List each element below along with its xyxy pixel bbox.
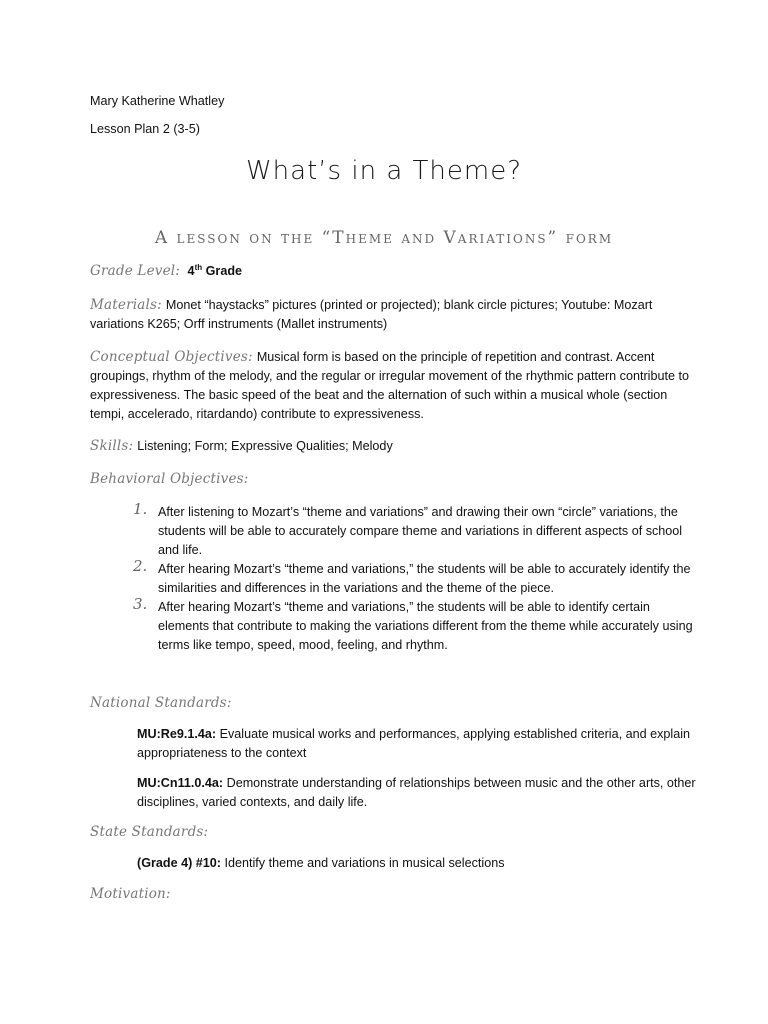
lesson-plan-label: Lesson Plan 2 (3-5) — [90, 122, 200, 136]
national-standard-1 — [137, 725, 697, 763]
grade-level-value: 4th Grade — [187, 262, 243, 278]
list-item-text: After hearing Mozart’s “theme and variations,” the students will be able to identify certain elements that contribute to making the variations different from the theme while accurately using terms like tempo, speed, mood, feeling, and rhythm. — [158, 600, 693, 652]
page-subtitle: A lesson on the “Theme and Variations” form — [154, 228, 614, 248]
standard-text: Identify theme and variations in musical selections — [221, 856, 505, 870]
conceptual-objectives-label: Conceptual Objectives: — [90, 349, 253, 365]
skills-label: Skills: — [90, 438, 134, 454]
grade-level-label: Grade Level: — [90, 263, 181, 279]
conceptual-objectives-text: Musical form is based on the principle of repetition and contrast. Accent groupings, rhythm of the melody, and the regular or irregular movement of the rhythmic pattern contribute to expressiveness. The basic speed of the beat and the alternation of such within a musical whole (section tempi, accelerado, ritardando) contribute to expressiveness. — [90, 350, 689, 421]
list-number: 3. — [133, 595, 148, 613]
page-title: What’s in a Theme? — [245, 156, 523, 186]
standard-code: MU:Re9.1.4a: — [137, 727, 217, 741]
standard-code: MU:Cn11.0.4a: — [137, 776, 224, 790]
grade-level-section — [90, 262, 690, 281]
list-item — [133, 595, 693, 655]
state-standards-label: State Standards: — [90, 824, 209, 840]
list-item-text: After hearing Mozart’s “theme and variations,” the students will be able to accurately identify the similarities and differences in the variations and the theme of the piece. — [158, 562, 691, 595]
standard-text: Demonstrate understanding of relationships between music and the other arts, other disciplines, varied contexts, and daily life. — [137, 776, 696, 809]
motivation-label-row — [90, 885, 690, 904]
state-standards-label-row — [90, 823, 690, 842]
behavioral-objectives-list — [133, 500, 693, 655]
standard-code: (Grade 4) #10: — [137, 856, 221, 870]
state-standard-1 — [137, 854, 697, 873]
national-standards-label: National Standards: — [90, 695, 232, 711]
behavioral-objectives-label: Behavioral Objectives: — [90, 471, 249, 487]
list-item-text: After listening to Mozart’s “theme and variations” and drawing their own “circle” variations, the students will be able to accurately compare theme and variations in different aspects of school and life. — [158, 505, 683, 557]
materials-section — [90, 296, 690, 334]
author-name: Mary Katherine Whatley — [90, 94, 225, 108]
list-item — [133, 500, 693, 560]
list-item — [133, 557, 693, 598]
list-number: 1. — [133, 500, 148, 518]
motivation-label: Motivation: — [90, 886, 171, 902]
skills-section — [90, 437, 690, 456]
standard-text: Evaluate musical works and performances, applying established criteria, and explain appropriateness to the context — [137, 727, 691, 760]
materials-label: Materials: — [90, 297, 162, 313]
national-standards-label-row — [90, 694, 690, 713]
national-standard-2 — [137, 774, 697, 812]
skills-text: Listening; Form; Expressive Qualities; Melody — [137, 439, 393, 453]
behavioral-objectives-label-row — [90, 470, 690, 489]
list-number: 2. — [133, 557, 148, 575]
materials-text: Monet “haystacks” pictures (printed or projected); blank circle pictures; Youtube: Mozart variations K265; Orff instruments (Mallet instruments) — [90, 298, 653, 331]
conceptual-objectives-section — [90, 348, 690, 424]
